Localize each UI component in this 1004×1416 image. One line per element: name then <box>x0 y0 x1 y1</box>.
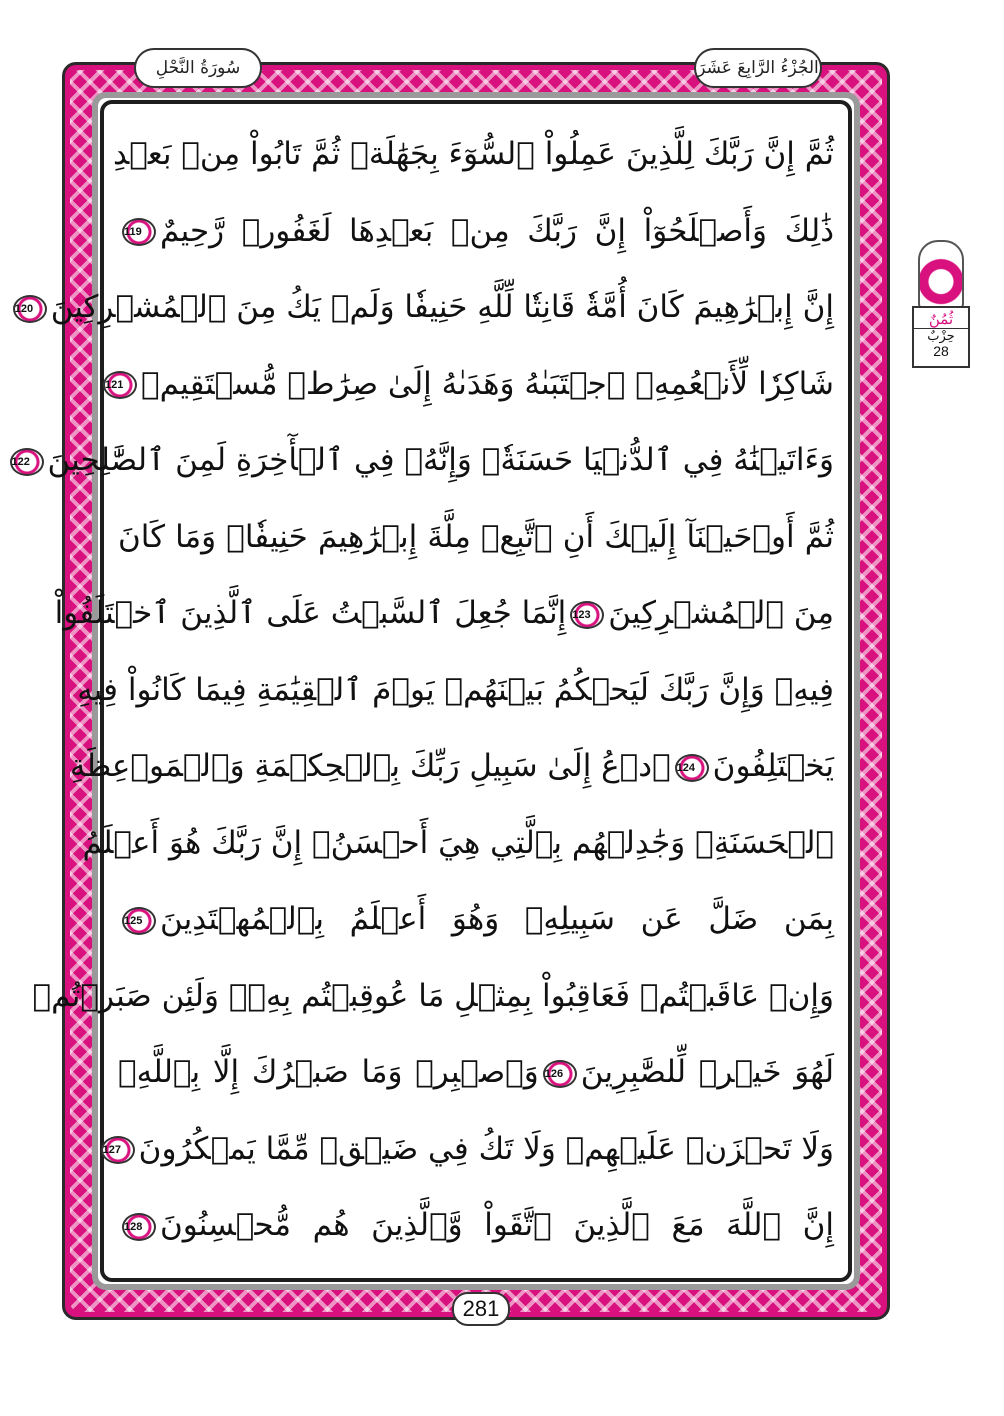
verse-line <box>11 424 834 496</box>
verse-text: ذَٰلِكَ وَأَصۡلَحُوٓاْ إِنَّ رَبَّكَ مِنۢ بَعۡدِهَا لَغَفُورٞ رَّحِيمٌ <box>160 212 834 249</box>
ayah-number-icon: 126 <box>543 1060 577 1088</box>
ayah-number-icon: 121 <box>103 371 137 399</box>
ayah-number-icon: 122 <box>10 448 44 476</box>
verse-text: إِنَّ إِبۡرَٰهِيمَ كَانَ أُمَّةٗ قَانِتٗا لِّلَّهِ حَنِيفٗا وَلَمۡ يَكُ مِنَ ٱلۡمُشۡرِكِينَ <box>50 289 834 325</box>
verse-line <box>54 577 834 649</box>
verse-line <box>118 1189 834 1261</box>
hizb-label: حِزْبٌ <box>914 328 968 344</box>
verse-text: وَإِنۡ عَاقَبۡتُمۡ فَعَاقِبُواْ بِمِثۡلِ مَا عُوقِبۡتُم بِهِۦۖ وَلَئِن صَبَرۡتُمۡ <box>32 977 834 1014</box>
verse-lines <box>11 118 835 1268</box>
page-number: 281 <box>452 1292 510 1326</box>
verse-line <box>118 1036 834 1108</box>
ayah-number-icon: 124 <box>675 754 709 782</box>
verse-line <box>118 501 834 573</box>
ayah-number-icon: 125 <box>122 907 156 935</box>
ayah-number-icon: 128 <box>122 1213 156 1241</box>
verse-text: لَهُوَ خَيۡرٞ لِّلصَّٰبِرِينَ <box>580 1054 835 1090</box>
ayah-number-icon: 127 <box>101 1136 135 1164</box>
verse-text: يَخۡتَلِفُونَ <box>712 748 834 784</box>
juz-title: الجُزْءُ الرَّابِعَ عَشَرَ <box>694 48 822 88</box>
hizb-number: 28 <box>933 343 949 359</box>
verse-text: وَلَا تَحۡزَنۡ عَلَيۡهِمۡ وَلَا تَكُ فِي ضَيۡقٖ مِّمَّا يَمۡكُرُونَ <box>138 1130 834 1167</box>
ayah-number-icon: 119 <box>122 218 156 246</box>
hizb-thumun: ثُمُنٌ <box>928 310 954 328</box>
verse-line <box>77 654 834 726</box>
verse-text: ٱلۡحَسَنَةِۖ وَجَٰدِلۡهُم بِٱلَّتِي هِيَ أَحۡسَنُۚ إِنَّ رَبَّكَ هُوَ أَعۡلَمُ <box>82 824 834 861</box>
verse-text: مِنَ ٱلۡمُشۡرِكِينَ <box>608 595 834 631</box>
ornament-icon <box>918 240 964 310</box>
verse-text: بِمَن ضَلَّ عَن سَبِيلِهِۦ وَهُوَ أَعۡلَمُ بِٱلۡمُهۡتَدِينَ <box>160 901 834 937</box>
verse-text: ٱدۡعُ إِلَىٰ سَبِيلِ رَبِّكَ بِٱلۡحِكۡمَةِ وَٱلۡمَوۡعِظَةِ <box>69 748 671 784</box>
verse-text: شَاكِرٗا لِّأَنۡعُمِهِۚ ٱجۡتَبَىٰهُ وَهَدَىٰهُ إِلَىٰ صِرَٰطٖ مُّسۡتَقِيمٖ <box>140 365 834 402</box>
verse-text: وَءَاتَيۡنَٰهُ فِي ٱلدُّنۡيَا حَسَنَةٗۖ وَإِنَّهُۥ فِي ٱلۡأٓخِرَةِ لَمِنَ ٱلصَّٰلِحِينَ <box>47 442 834 478</box>
hizb-box <box>912 306 970 368</box>
verse-text: وَٱصۡبِرۡ وَمَا صَبۡرُكَ إِلَّا بِٱللَّهِۚ <box>118 1054 539 1090</box>
ayah-number-icon: 120 <box>13 295 47 323</box>
verse-text: ثُمَّ أَوۡحَيۡنَآ إِلَيۡكَ أَنِ ٱتَّبِعۡ مِلَّةَ إِبۡرَٰهِيمَ حَنِيفٗاۖ وَمَا كَانَ <box>118 518 834 555</box>
verse-line <box>113 118 834 190</box>
verse-line <box>69 730 834 802</box>
ayah-number-icon: 123 <box>570 601 604 629</box>
verse-text: ثُمَّ إِنَّ رَبَّكَ لِلَّذِينَ عَمِلُواْ ٱلسُّوٓءَ بِجَهَٰلَةٖ ثُمَّ تَابُواْ مِنۢ بَعۡدِ <box>113 136 834 172</box>
surah-title: سُورَةُ النَّحْلِ <box>134 48 262 88</box>
verse-line <box>14 271 834 343</box>
verse-line <box>104 348 834 420</box>
verse-line <box>82 807 834 879</box>
verse-line <box>118 883 834 955</box>
verse-line <box>102 1113 834 1185</box>
verse-line <box>118 195 834 267</box>
verse-text: إِنَّ ٱللَّهَ مَعَ ٱلَّذِينَ ٱتَّقَواْ وَّٱلَّذِينَ هُم مُّحۡسِنُونَ <box>160 1207 834 1243</box>
verse-line <box>32 960 834 1032</box>
verse-text: إِنَّمَا جُعِلَ ٱلسَّبۡتُ عَلَى ٱلَّذِينَ ٱخۡتَلَفُواْ <box>54 595 567 631</box>
hizb-marker <box>912 240 970 368</box>
verse-text: فِيهِۚ وَإِنَّ رَبَّكَ لَيَحۡكُمُ بَيۡنَهُمۡ يَوۡمَ ٱلۡقِيَٰمَةِ فِيمَا كَانُواْ فِيهِ <box>77 671 834 708</box>
